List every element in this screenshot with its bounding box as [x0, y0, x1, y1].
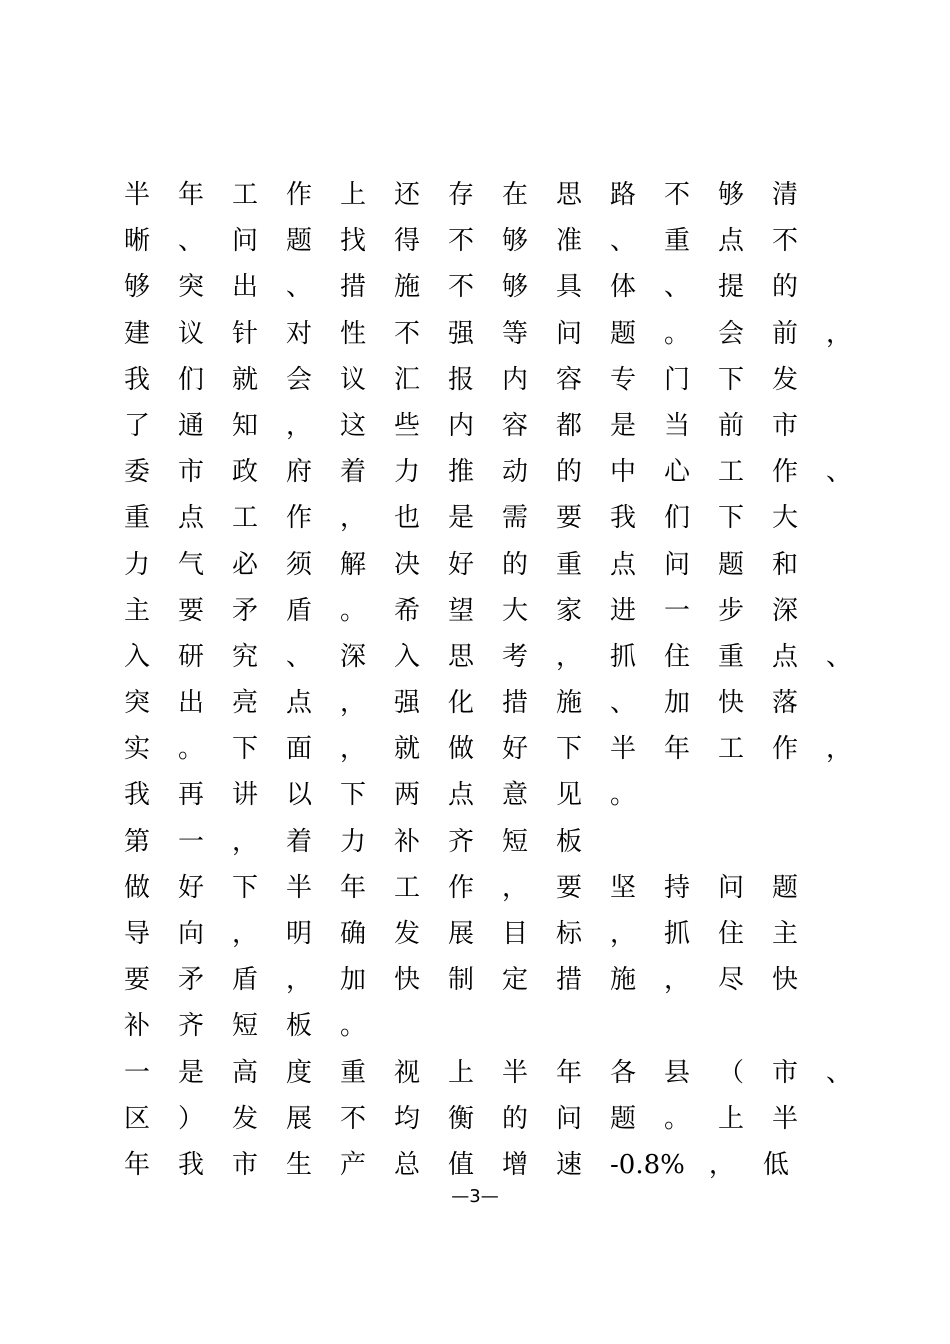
text-line: 半 年 工 作 上 还 存 在 思 路 不 够 清 — [124, 180, 799, 210]
text-line: 做 好 下 半 年 工 作 ， 要 坚 持 问 题 — [124, 872, 799, 903]
body-text — [124, 172, 854, 1188]
text-line: 实 。 下 面 ， 就 做 好 下 半 年 工 作 ， — [124, 734, 853, 765]
text-line: 了 通 知 ， 这 些 内 容 都 是 当 前 市 — [124, 410, 799, 441]
text-line: 要 矛 盾 ， 加 快 制 定 措 施 ， 尽 快 — [124, 965, 799, 996]
text-line: 导 向 ， 明 确 发 展 目 标 ， 抓 住 主 — [124, 919, 799, 949]
text-line: 年 我 市 生 产 总 值 增 速 -0.8% ， 低 — [124, 1149, 789, 1180]
page-number: —3— — [451, 1186, 499, 1207]
text-line: 主 要 矛 盾 。 希 望 大 家 进 一 步 深 — [124, 595, 799, 626]
text-line: 突 出 亮 点 ， 强 化 措 施 、 加 快 落 — [124, 688, 799, 719]
text-line: 够 突 出 、 措 施 不 够 具 体 、 提 的 — [124, 272, 799, 303]
text-line: 晰 、 问 题 找 得 不 够 准 、 重 点 不 — [124, 226, 799, 257]
text-line: 我 们 就 会 议 汇 报 内 容 专 门 下 发 — [124, 364, 799, 395]
text-line: 入 研 究 、 深 入 思 考 ， 抓 住 重 点 、 — [124, 641, 853, 672]
text-line: 建 议 针 对 性 不 强 等 问 题 。 会 前 ， — [124, 318, 853, 349]
text-line: 我 再 讲 以 下 两 点 意 见 。 — [124, 780, 637, 811]
text-line: 一 是 高 度 重 视 上 半 年 各 县 （ 市 、 — [124, 1057, 853, 1088]
text-line: 委 市 政 府 着 力 推 动 的 中 心 工 作 、 — [124, 457, 853, 488]
text-line: 重 点 工 作 ， 也 是 需 要 我 们 下 大 — [124, 503, 799, 534]
text-line: 区 ） 发 展 不 均 衡 的 问 题 。 上 半 — [124, 1103, 799, 1134]
text-line: 力 气 必 须 解 决 好 的 重 点 问 题 和 — [124, 549, 799, 580]
text-line: 第 一 ， 着 力 补 齐 短 板 — [124, 826, 583, 857]
text-line: 补 齐 短 板 。 — [124, 1011, 367, 1042]
